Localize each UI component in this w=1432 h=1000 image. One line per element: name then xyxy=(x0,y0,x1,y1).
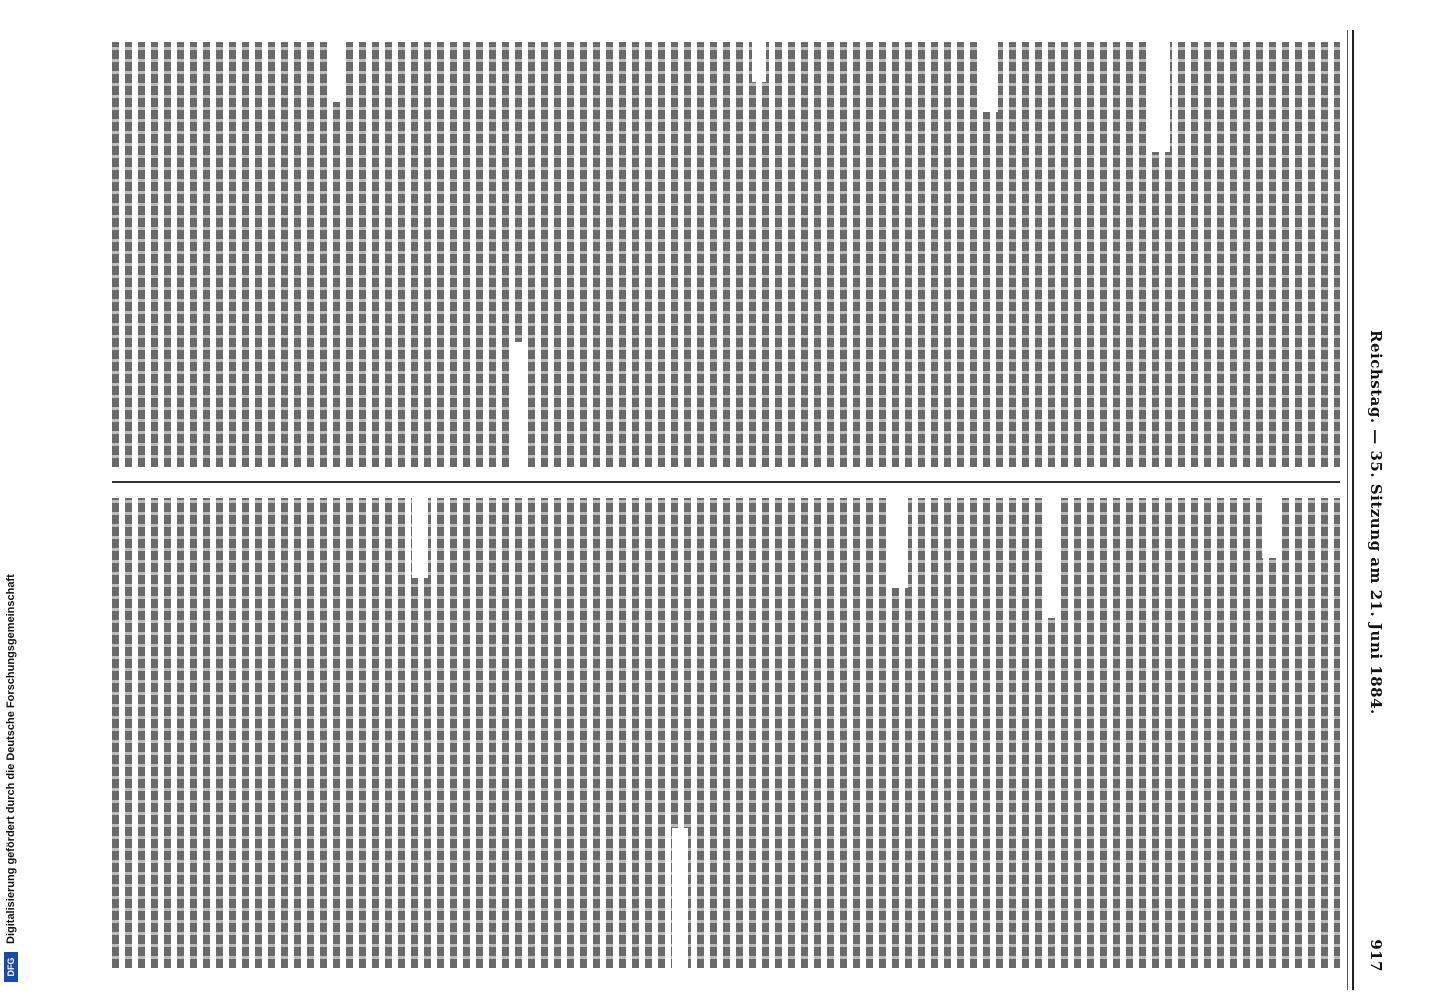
page-number: 917 xyxy=(1367,939,1385,972)
column-divider xyxy=(112,481,1340,483)
digitization-watermark xyxy=(0,0,22,1000)
text-column-left xyxy=(112,42,1340,467)
text-column-right xyxy=(112,498,1340,968)
dfg-logo-icon: DFG xyxy=(4,952,18,982)
header-rule xyxy=(1352,30,1354,990)
watermark-text: Digitalisierung gefördert durch die Deutsche Forschungsgemeinschaft xyxy=(5,574,17,944)
header-rule-thin xyxy=(1347,30,1348,990)
running-head xyxy=(1365,0,1387,1000)
running-head-title: Reichstag. — 35. Sitzung am 21. Juni 1884. xyxy=(1367,330,1385,715)
